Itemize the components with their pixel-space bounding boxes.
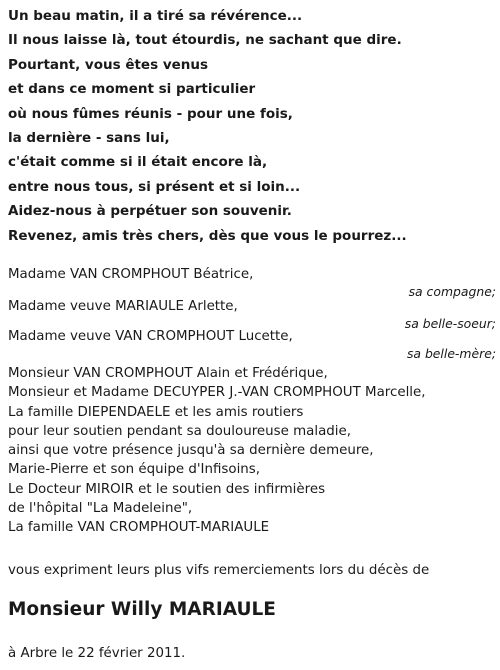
family-member-name: Madame VAN CROMPHOUT Béatrice,	[8, 267, 254, 282]
family-member	[8, 298, 496, 332]
poem-line: la dernière - sans lui,	[8, 130, 170, 147]
poem-line: Aidez-nous à perpétuer son souvenir.	[8, 203, 292, 220]
deceased-name: Monsieur Willy MARIAULE	[8, 599, 276, 620]
family-member-name: Madame veuve MARIAULE Arlette,	[8, 299, 238, 314]
poem-line: Un beau matin, il a tiré sa révérence...	[8, 8, 303, 24]
closing-text: vous expriment leurs plus vifs remerciements lors du décès de	[8, 563, 430, 578]
family-member-role: sa belle-mère;	[406, 346, 496, 361]
poem-block	[8, 4, 488, 248]
thanks-line: La famille VAN CROMPHOUT-MARIAULE	[8, 520, 270, 536]
thanks-line: ainsi que votre présence jusqu'à sa dernière demeure,	[8, 443, 374, 459]
thanks-line: La famille DIEPENDAELE et les amis routiers	[8, 404, 304, 420]
thanks-line: pour leur soutien pendant sa douloureuse maladie,	[8, 423, 351, 439]
thanks-block	[8, 364, 496, 538]
poem-line: Pourtant, vous êtes venus	[8, 56, 209, 73]
thanks-line: Monsieur VAN CROMPHOUT Alain et Frédérique,	[8, 366, 328, 381]
poem-line: où nous fûmes réunis - pour une fois,	[8, 105, 293, 122]
family-member-role: sa compagne;	[408, 284, 496, 299]
poem-line: Il nous laisse là, tout étourdis, ne sachant que dire.	[8, 32, 402, 49]
poem-line: c'était comme si il était encore là,	[8, 154, 268, 171]
thanks-line: Le Docteur MIROIR et le soutien des infirmières	[8, 481, 326, 497]
thanks-line: de l'hôpital "La Madeleine",	[8, 501, 193, 517]
poem-line: entre nous tous, si présent et si loin...	[8, 178, 301, 195]
place-date: à Arbre le 22 février 2011.	[8, 646, 186, 661]
family-member-role: sa belle-soeur;	[404, 316, 496, 331]
poem-line: et dans ce moment si particulier	[8, 81, 256, 98]
family-member-name: Madame veuve VAN CROMPHOUT Lucette,	[8, 329, 293, 344]
thanks-line: Monsieur et Madame DECUYPER J.-VAN CROMPHOUT Marcelle,	[8, 385, 426, 401]
family-member	[8, 328, 496, 362]
family-member	[8, 266, 496, 300]
thanks-line: Marie-Pierre et son équipe d'Infisoins,	[8, 462, 261, 478]
poem-line: Revenez, amis très chers, dès que vous le pourrez...	[8, 227, 407, 244]
